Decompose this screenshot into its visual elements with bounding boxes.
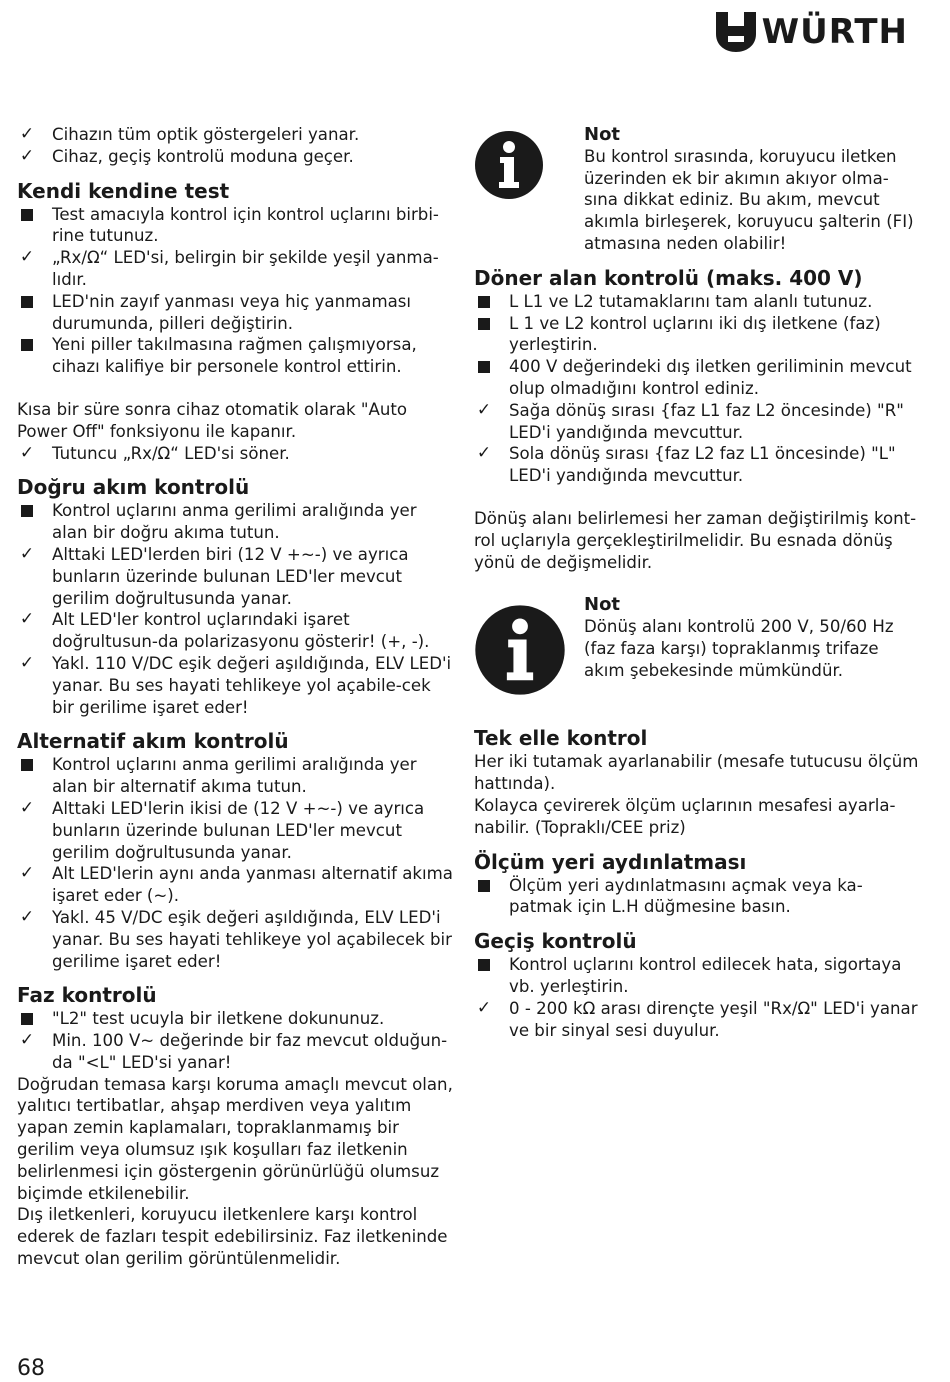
list-item: Yeni piller takılmasına rağmen çalışmıyorsa, cihazı kalifiye bir personele kontrol ettirin. xyxy=(17,334,457,378)
list-item: ✓ Cihazın tüm optik göstergeleri yanar. xyxy=(17,124,457,146)
bullet-square-icon xyxy=(17,334,37,357)
bullet-square-icon xyxy=(474,313,494,336)
list-item: Kontrol uçlarını kontrol edilecek hata, sigortaya vb. yerleştirin. xyxy=(474,954,919,998)
list-item: Test amacıyla kontrol için kontrol uçlarını birbi-rine tutunuz. xyxy=(17,204,457,248)
check-icon: ✓ xyxy=(19,1030,35,1051)
section-heading: Doğru akım kontrolü xyxy=(17,475,250,500)
list-item: ✓ Alttaki LED'lerden biri (12 V +~-) ve ayrıca bunların üzerinde bulunan LED'ler mevcut gerilim doğrultusunda yanar. xyxy=(17,544,457,609)
check-icon: ✓ xyxy=(19,543,35,564)
bullet-square-icon xyxy=(17,754,37,777)
intro-list xyxy=(17,124,457,168)
paragraph: Kısa bir süre sonra cihaz otomatik olarak "Auto Power Off" fonksiyonu ile kapanır. xyxy=(17,399,408,441)
paragraph: Kolayca çevirerek ölçüm uçlarının mesafesi ayarla-nabilir. (Topraklı/CEE priz) xyxy=(474,795,896,837)
wurth-logo xyxy=(716,12,908,52)
section-heading: Kendi kendine test xyxy=(17,178,230,203)
list-item: ✓ Alt LED'ler kontrol uçlarındaki işaret doğrultusun-da polarizasyonu gösterir! (+, -). xyxy=(17,609,457,653)
list-item: ✓ Min. 100 V~ değerinde bir faz mevcut olduğun-da "<L" LED'si yanar! xyxy=(17,1030,457,1074)
wurth-emblem-icon xyxy=(716,12,756,52)
paragraph: Dönüş alanı belirlemesi her zaman değiştirilmiş kont-rol uçlarıyla gerçekleştirilmelidir. Bu esnada dönüş yönü de değişmelidir. xyxy=(474,508,917,572)
info-icon xyxy=(474,130,544,200)
check-icon: ✓ xyxy=(19,609,35,630)
right-column xyxy=(474,124,919,1041)
list-item: "L2" test ucuyla bir iletkene dokununuz. xyxy=(17,1008,457,1030)
bullet-square-icon xyxy=(17,204,37,227)
list-item: ✓ Sağa dönüş sırası {faz L1 faz L2 öncesinde) "R" LED'i yandığında mevcuttur. xyxy=(474,400,919,444)
paragraph: Doğrudan temasa karşı koruma amaçlı mevcut olan, yalıtıcı tertibatlar, ahşap merdiven veya yalıtım yapan zemin kaplamaları, topraklanmamış bir gerilim veya olumsuz ışık koşulları faz iletkenin belirlenmesi için göstergenin görünürlüğü olumsuz biçimde etkilenebilir. xyxy=(17,1074,453,1203)
info-icon xyxy=(474,604,566,696)
page-number: 68 xyxy=(17,1356,45,1381)
note-box xyxy=(474,594,919,704)
note-text: Bu kontrol sırasında, koruyucu iletken üzerinden ek bir akımın akıyor olma-sına dikkat ediniz. Bu akım, mevcut akımla birleşerek, koruyucu şalterin (FI) atmasına neden olabilir! xyxy=(584,146,914,253)
list-item: ✓ Sola dönüş sırası {faz L2 faz L1 öncesinde) "L" LED'i yandığında mevcuttur. xyxy=(474,443,919,487)
list-item: 400 V değerindeki dış iletken geriliminin mevcut olup olmadığını kontrol ediniz. xyxy=(474,356,919,400)
section-heading: Tek elle kontrol xyxy=(474,726,648,751)
check-icon: ✓ xyxy=(476,443,492,464)
list-item: Kontrol uçlarını anma gerilimi aralığında yer alan bir alternatif akıma tutun. xyxy=(17,754,457,798)
check-icon: ✓ xyxy=(19,906,35,927)
list-item: L 1 ve L2 kontrol uçlarını iki dış iletkene (faz) yerleştirin. xyxy=(474,313,919,357)
note-box xyxy=(474,124,919,255)
bullet-square-icon xyxy=(17,1008,37,1031)
check-icon: ✓ xyxy=(19,652,35,673)
paragraph: Her iki tutamak ayarlanabilir (mesafe tutucusu ölçüm hattında). xyxy=(474,752,919,794)
check-icon: ✓ xyxy=(19,124,35,144)
list-item: Kontrol uçlarını anma gerilimi aralığında yer alan bir doğru akıma tutun. xyxy=(17,500,457,544)
bullet-square-icon xyxy=(17,291,37,314)
check-icon: ✓ xyxy=(476,997,492,1018)
bullet-square-icon xyxy=(474,954,494,977)
list-item: ✓ Tutuncu „Rx/Ω“ LED'si söner. xyxy=(17,443,457,465)
check-icon: ✓ xyxy=(476,399,492,420)
brand-name: WÜRTH xyxy=(761,12,908,52)
list-item: LED'nin zayıf yanması veya hiç yanmaması durumunda, pilleri değiştirin. xyxy=(17,291,457,335)
list-item: ✓ Yakl. 45 V/DC eşik değeri aşıldığında, ELV LED'i yanar. Bu ses hayati tehlikeye yol açabilecek bir gerilime işaret eder! xyxy=(17,907,457,972)
bullet-square-icon xyxy=(474,291,494,314)
section-heading: Faz kontrolü xyxy=(17,983,157,1008)
list-item: Ölçüm yeri aydınlatmasını açmak veya ka-patmak için L.H düğmesine basın. xyxy=(474,875,919,919)
check-icon: ✓ xyxy=(19,145,35,166)
section-heading: Geçiş kontrolü xyxy=(474,929,637,954)
list-item: ✓ Alt LED'lerin aynı anda yanması alternatif akıma işaret eder (~). xyxy=(17,863,457,907)
note-text: Dönüş alanı kontrolü 200 V, 50/60 Hz (faz faza karşı) topraklanmış trifaze akım şebekesinde mümkündür. xyxy=(584,617,894,680)
note-title: Not xyxy=(584,594,621,616)
check-icon: ✓ xyxy=(19,442,35,463)
check-icon: ✓ xyxy=(19,863,35,884)
list-item: ✓ Alttaki LED'lerin ikisi de (12 V +~-) ve ayrıca bunların üzerinde bulunan LED'ler mevcut gerilim doğrultusunda yanar. xyxy=(17,798,457,863)
check-icon: ✓ xyxy=(19,247,35,268)
check-icon: ✓ xyxy=(19,797,35,818)
paragraph: Dış iletkenleri, koruyucu iletkenlere karşı kontrol ederek de fazları tespit edebilirsiniz. Faz iletkeninde mevcut olan gerilim görüntülenmelidir. xyxy=(17,1205,448,1269)
bullet-square-icon xyxy=(474,875,494,898)
list-item: ✓ „Rx/Ω“ LED'si, belirgin bir şekilde yeşil yanma-lıdır. xyxy=(17,247,457,291)
section-heading: Ölçüm yeri aydınlatması xyxy=(474,849,747,874)
bullet-square-icon xyxy=(17,500,37,523)
list-item: ✓ Yakl. 110 V/DC eşik değeri aşıldığında, ELV LED'i yanar. Bu ses hayati tehlikeye yol açabile-cek bir gerilime işaret eder! xyxy=(17,653,457,718)
bullet-square-icon xyxy=(474,356,494,379)
section-heading: Alternatif akım kontrolü xyxy=(17,729,289,754)
list-item: ✓ 0 - 200 kΩ arası dirençte yeşil "Rx/Ω" LED'i yanar ve bir sinyal sesi duyulur. xyxy=(474,998,919,1042)
list-item: ✓ Cihaz, geçiş kontrolü moduna geçer. xyxy=(17,146,457,168)
section-heading: Döner alan kontrolü (maks. 400 V) xyxy=(474,265,863,290)
left-column xyxy=(17,124,457,1270)
note-title: Not xyxy=(584,124,621,145)
list-item: L L1 ve L2 tutamaklarını tam alanlı tutunuz. xyxy=(474,291,919,313)
